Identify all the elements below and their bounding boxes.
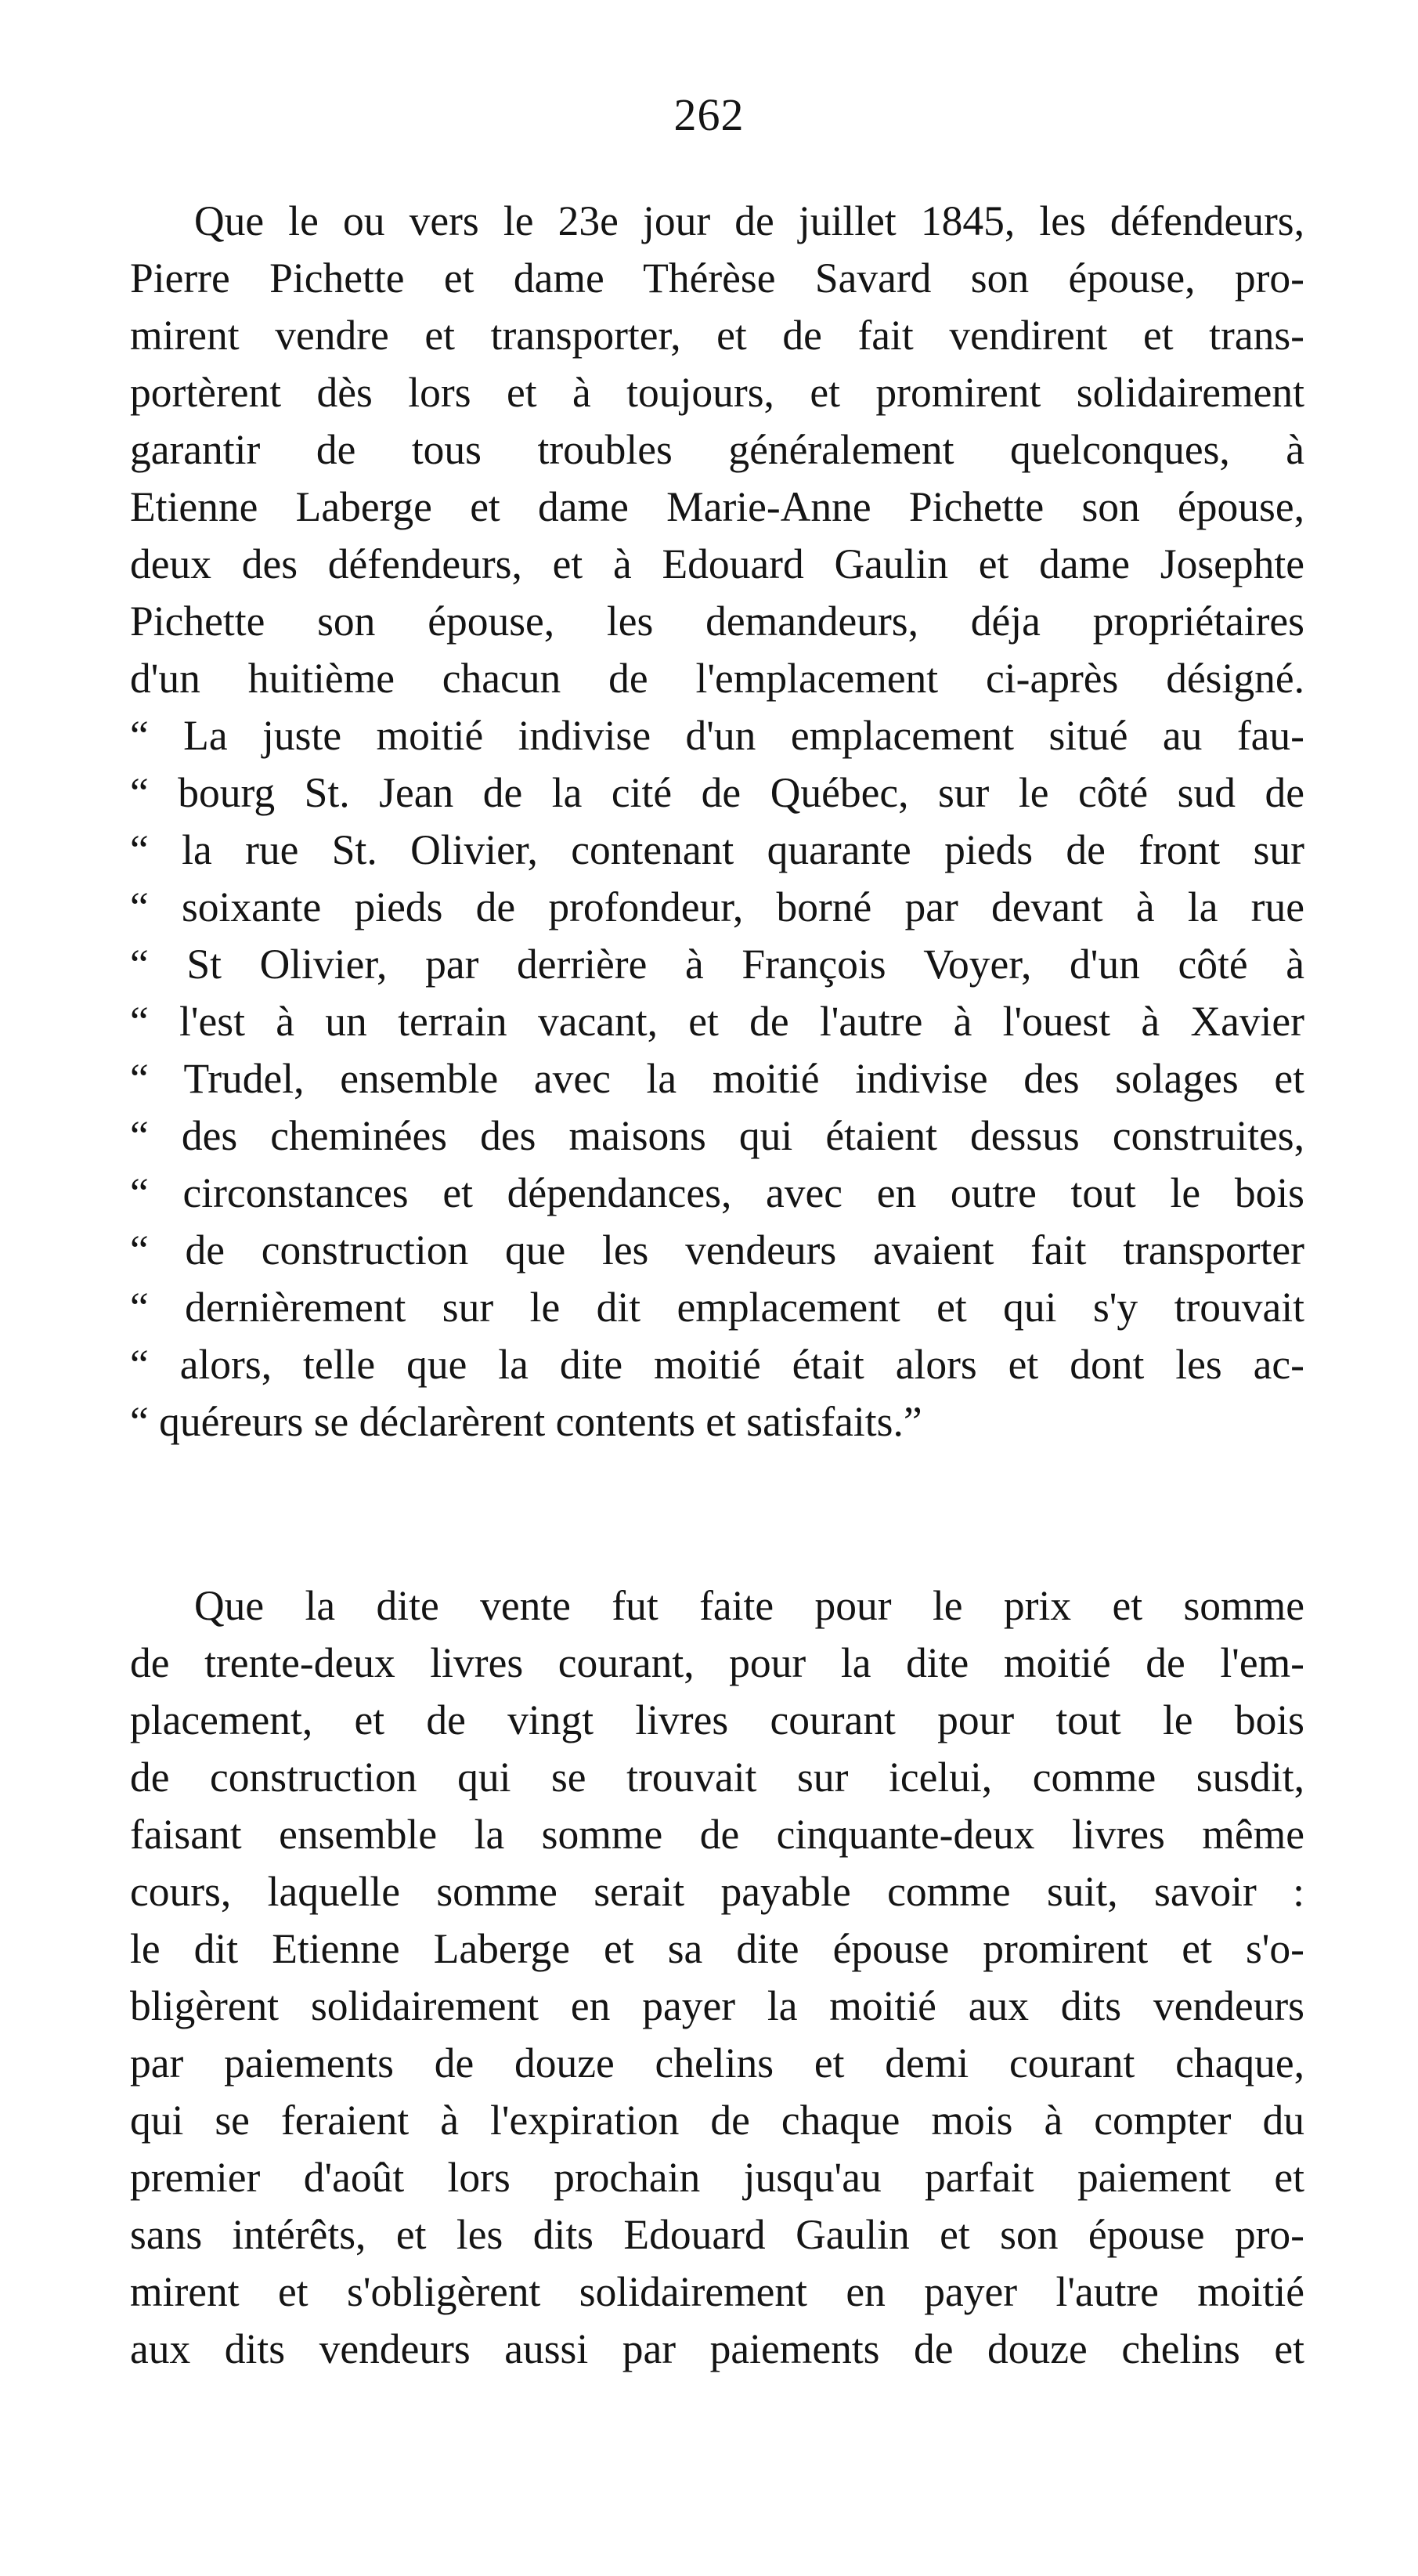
text-line: “ bourg St. Jean de la cité de Québec, sur le côté sud de <box>130 769 1304 816</box>
text-line: sans intérêts, et les dits Edouard Gaulin et son épouse pro- <box>130 2211 1304 2258</box>
text-line: garantir de tous troubles généralement quelconques, à <box>130 426 1304 473</box>
text-line: “ Trudel, ensemble avec la moitié indivise des solages et <box>130 1055 1304 1102</box>
text-line: par paiements de douze chelins et demi courant chaque, <box>130 2039 1304 2086</box>
paragraph-1 <box>130 193 1304 1451</box>
paragraph-2 <box>130 1577 1304 2378</box>
text-line: premier d'août lors prochain jusqu'au parfait paiement et <box>130 2154 1304 2201</box>
text-line: “ de construction que les vendeurs avaient fait transporter <box>130 1227 1304 1274</box>
text-line: aux dits vendeurs aussi par paiements de douze chelins et <box>130 2325 1304 2372</box>
text-line: “ St Olivier, par derrière à François Voyer, d'un côté à <box>130 941 1304 988</box>
text-line: placement, et de vingt livres courant pour tout le bois <box>130 1696 1304 1743</box>
text-line: Pichette son épouse, les demandeurs, déja propriétaires <box>130 598 1304 645</box>
text-line: “ dernièrement sur le dit emplacement et qui s'y trouvait <box>130 1284 1304 1331</box>
text-line: deux des défendeurs, et à Edouard Gaulin et dame Josephte <box>130 540 1304 587</box>
text-line: “ La juste moitié indivise d'un emplacement situé au fau- <box>130 712 1304 759</box>
text-line: “ alors, telle que la dite moitié était alors et dont les ac- <box>130 1341 1304 1388</box>
text-line: “ circonstances et dépendances, avec en outre tout le bois <box>130 1169 1304 1216</box>
text-line: Pierre Pichette et dame Thérèse Savard son épouse, pro- <box>130 255 1304 302</box>
text-line: “ soixante pieds de profondeur, borné par devant à la rue <box>130 883 1304 930</box>
text-line: bligèrent solidairement en payer la moitié aux dits vendeurs <box>130 1982 1304 2029</box>
text-line: faisant ensemble la somme de cinquante-deux livres même <box>130 1811 1304 1858</box>
page-number: 262 <box>673 89 745 140</box>
text-line: “ l'est à un terrain vacant, et de l'autre à l'ouest à Xavier <box>130 998 1304 1045</box>
text-line: “ la rue St. Olivier, contenant quarante pieds de front sur <box>130 826 1304 873</box>
text-line: qui se feraient à l'expiration de chaque mois à compter du <box>130 2097 1304 2144</box>
text-line: “ quéreurs se déclarèrent contents et satisfaits.” <box>130 1398 922 1445</box>
text-line: Etienne Laberge et dame Marie-Anne Pichette son épouse, <box>130 483 1304 530</box>
text-line: portèrent dès lors et à toujours, et promirent solidairement <box>130 369 1304 416</box>
text-line: le dit Etienne Laberge et sa dite épouse promirent et s'o- <box>130 1925 1304 1972</box>
text-line: d'un huitième chacun de l'emplacement ci-après désigné. <box>130 655 1304 702</box>
text-line: Que le ou vers le 23e jour de juillet 1845, les défendeurs, <box>194 197 1304 244</box>
text-line: mirent et s'obligèrent solidairement en payer l'autre moitié <box>130 2268 1304 2315</box>
text-line: de construction qui se trouvait sur icelui, comme susdit, <box>130 1754 1304 1801</box>
text-line: cours, laquelle somme serait payable comme suit, savoir : <box>130 1868 1304 1915</box>
text-line: de trente-deux livres courant, pour la dite moitié de l'em- <box>130 1639 1304 1686</box>
text-line: Que la dite vente fut faite pour le prix et somme <box>194 1582 1304 1629</box>
text-line: “ des cheminées des maisons qui étaient dessus construites, <box>130 1112 1304 1159</box>
text-line: mirent vendre et transporter, et de fait vendirent et trans- <box>130 312 1304 359</box>
